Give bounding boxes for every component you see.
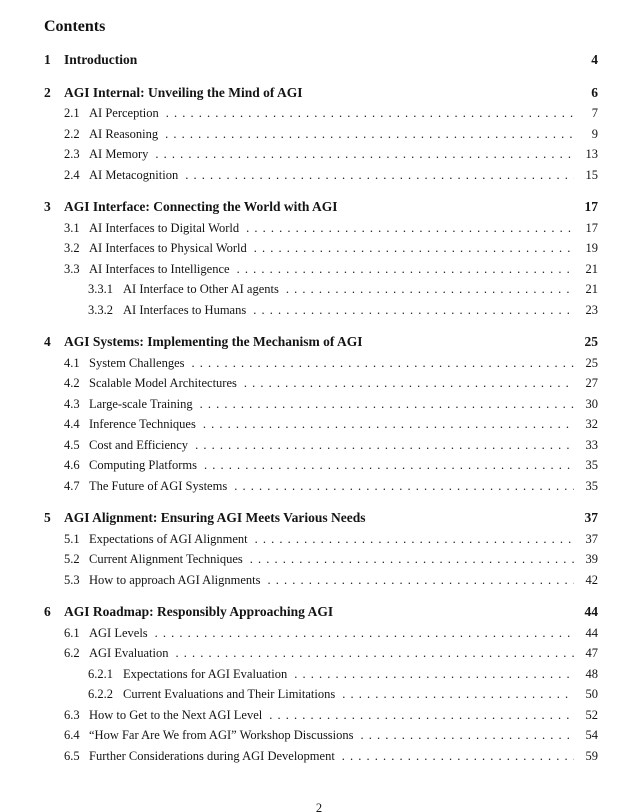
subsection-title: Further Considerations during AGI Development — [89, 748, 335, 763]
page-ref: 59 — [585, 748, 598, 763]
dot-leader — [200, 394, 574, 415]
page-ref: 44 — [585, 625, 598, 640]
subsection-title: Current Evaluations and Their Limitations — [123, 687, 336, 701]
toc — [44, 50, 598, 766]
dot-leader — [237, 259, 574, 280]
subsection-title: Expectations of AGI Alignment — [89, 531, 248, 546]
dot-leader — [286, 279, 574, 300]
dot-leader — [176, 643, 575, 664]
section-number: 1 — [44, 52, 51, 67]
subsection-number: 6.2.2 — [88, 687, 113, 701]
subsection-number: 4.3 — [64, 396, 80, 411]
subsection-title: Inference Techniques — [89, 417, 196, 431]
toc-entry[interactable] — [44, 353, 598, 374]
dot-leader — [294, 664, 574, 685]
dot-leader — [155, 144, 574, 165]
dot-leader — [253, 300, 574, 321]
subsection-number: 4.6 — [64, 458, 80, 472]
subsection-title: Computing Platforms — [89, 458, 197, 472]
section-title: AGI Internal: Unveiling the Mind of AGI — [64, 84, 303, 100]
dot-leader — [191, 353, 574, 374]
page-ref: 7 — [591, 106, 598, 120]
page-ref: 54 — [585, 728, 598, 742]
subsection-number: 6.1 — [64, 625, 80, 640]
subsection-title: System Challenges — [89, 355, 185, 370]
toc-entry[interactable] — [44, 279, 598, 300]
subsection-title: Cost and Efficiency — [89, 437, 189, 452]
dot-leader — [155, 623, 574, 644]
toc-entry[interactable] — [44, 602, 598, 623]
toc-entry[interactable] — [44, 455, 598, 476]
dot-leader — [250, 549, 574, 570]
page-ref: 17 — [585, 220, 598, 235]
page-ref: 13 — [585, 147, 598, 161]
subsection-number: 4.5 — [64, 437, 80, 452]
toc-section-group — [44, 197, 598, 320]
subsection-number: 3.2 — [64, 241, 80, 255]
toc-entry[interactable] — [44, 508, 598, 529]
section-number: 6 — [44, 604, 51, 619]
subsection-title: AI Reasoning — [89, 126, 159, 141]
subsection-title: Current Alignment Techniques — [89, 552, 243, 566]
subsection-title: AI Interface to Other AI agents — [123, 282, 279, 296]
subsection-title: “How Far Are We from AGI” Workshop Discussions — [89, 728, 354, 742]
subsection-title: How to approach AGI Alignments — [89, 572, 261, 587]
contents-heading: Contents — [44, 18, 106, 35]
toc-entry[interactable] — [44, 394, 598, 415]
page-ref: 21 — [585, 261, 598, 276]
dot-leader — [269, 705, 574, 726]
subsection-title: AI Interfaces to Humans — [123, 302, 247, 317]
toc-entry[interactable] — [44, 259, 598, 280]
subsection-title: AI Interfaces to Physical World — [89, 241, 247, 255]
toc-entry[interactable] — [44, 218, 598, 239]
subsection-title: Expectations for AGI Evaluation — [123, 666, 288, 681]
subsection-number: 3.3.1 — [88, 282, 113, 296]
toc-entry[interactable] — [44, 165, 598, 186]
page-ref: 25 — [585, 355, 598, 370]
toc-entry[interactable] — [44, 414, 598, 435]
page-ref: 37 — [584, 510, 598, 525]
dot-leader — [166, 103, 574, 124]
dot-leader — [185, 165, 574, 186]
dot-leader — [244, 373, 574, 394]
subsection-number: 3.3 — [64, 261, 80, 276]
page-ref: 35 — [585, 478, 598, 493]
subsection-number: 4.7 — [64, 478, 80, 493]
subsection-title: Large-scale Training — [89, 396, 193, 411]
page-ref: 32 — [585, 417, 598, 431]
dot-leader — [254, 238, 574, 259]
subsection-number: 4.4 — [64, 417, 80, 431]
subsection-number: 5.3 — [64, 572, 80, 587]
dot-leader — [203, 414, 574, 435]
subsection-number: 5.1 — [64, 531, 80, 546]
subsection-title: Scalable Model Architectures — [89, 376, 237, 390]
subsection-title: AI Metacognition — [89, 167, 179, 182]
subsection-number: 6.5 — [64, 748, 80, 763]
dot-leader — [234, 476, 574, 497]
subsection-number: 5.2 — [64, 552, 80, 566]
dot-leader — [246, 218, 574, 239]
subsection-title: The Future of AGI Systems — [89, 478, 228, 493]
toc-section-group — [44, 508, 598, 590]
subsection-number: 6.4 — [64, 728, 80, 742]
toc-entry[interactable] — [44, 664, 598, 685]
toc-entry[interactable] — [44, 705, 598, 726]
toc-entry[interactable] — [44, 643, 598, 664]
page-ref: 37 — [585, 531, 598, 546]
toc-entry[interactable] — [44, 300, 598, 321]
toc-entry[interactable] — [44, 746, 598, 767]
toc-entry[interactable] — [44, 623, 598, 644]
dot-leader — [195, 435, 574, 456]
page-ref: 35 — [585, 458, 598, 472]
dot-leader — [204, 455, 574, 476]
toc-entry[interactable] — [44, 476, 598, 497]
section-number: 2 — [44, 84, 51, 100]
page-ref: 9 — [591, 126, 598, 141]
page-ref: 33 — [585, 437, 598, 452]
subsection-number: 4.2 — [64, 376, 80, 390]
page-ref: 17 — [584, 199, 598, 214]
toc-entry[interactable] — [44, 103, 598, 124]
page-ref: 23 — [585, 302, 598, 317]
dot-leader — [342, 684, 574, 705]
toc-entry[interactable] — [44, 725, 598, 746]
subsection-title: AI Memory — [89, 147, 149, 161]
toc-entry[interactable] — [44, 435, 598, 456]
page-ref: 44 — [584, 604, 598, 619]
toc-entry[interactable] — [44, 570, 598, 591]
toc-entry[interactable] — [44, 83, 598, 104]
toc-section-group — [44, 602, 598, 766]
subsection-number: 6.2 — [64, 646, 80, 660]
page-ref: 15 — [585, 167, 598, 182]
toc-entry[interactable] — [44, 684, 598, 705]
dot-leader — [165, 124, 574, 145]
page-ref: 21 — [585, 282, 598, 296]
subsection-number: 2.3 — [64, 147, 80, 161]
dot-leader — [361, 725, 574, 746]
toc-section-group — [44, 50, 598, 71]
toc-entry[interactable] — [44, 373, 598, 394]
page-ref: 52 — [585, 707, 598, 722]
toc-entry[interactable] — [44, 124, 598, 145]
section-title: Introduction — [64, 52, 138, 67]
page-ref: 25 — [584, 334, 598, 349]
toc-section-group — [44, 332, 598, 496]
page-ref: 19 — [585, 241, 598, 255]
dot-leader — [342, 746, 574, 767]
toc-entry[interactable] — [44, 549, 598, 570]
dot-leader — [255, 529, 574, 550]
subsection-title: AI Interfaces to Digital World — [89, 220, 240, 235]
section-number: 3 — [44, 199, 51, 214]
page-ref: 48 — [585, 666, 598, 681]
page-ref: 42 — [585, 572, 598, 587]
subsection-number: 3.1 — [64, 220, 80, 235]
toc-entry[interactable] — [44, 197, 598, 218]
footer-page-number: 2 — [315, 801, 323, 812]
page-ref: 50 — [585, 687, 598, 701]
subsection-number: 6.2.1 — [88, 666, 113, 681]
subsection-number: 3.3.2 — [88, 302, 113, 317]
subsection-number: 6.3 — [64, 707, 80, 722]
page-ref: 4 — [591, 52, 598, 67]
toc-entry[interactable] — [44, 238, 598, 259]
subsection-title: AI Interfaces to Intelligence — [89, 261, 230, 276]
dot-leader — [268, 570, 574, 591]
section-title: AGI Roadmap: Responsibly Approaching AGI — [64, 604, 334, 619]
section-title: AGI Interface: Connecting the World with AGI — [64, 199, 338, 214]
page-ref: 47 — [585, 646, 598, 660]
subsection-title: AGI Evaluation — [89, 646, 169, 660]
subsection-number: 2.2 — [64, 126, 80, 141]
toc-entry[interactable] — [44, 332, 598, 353]
subsection-number: 2.1 — [64, 106, 80, 120]
subsection-title: How to Get to the Next AGI Level — [89, 707, 263, 722]
toc-entry[interactable] — [44, 529, 598, 550]
section-number: 5 — [44, 510, 51, 525]
toc-entry[interactable] — [44, 144, 598, 165]
page-ref: 39 — [585, 552, 598, 566]
page-ref: 30 — [585, 396, 598, 411]
section-title: AGI Systems: Implementing the Mechanism of AGI — [64, 334, 363, 349]
page-ref: 6 — [591, 84, 598, 100]
page-ref: 27 — [585, 376, 598, 390]
subsection-title: AI Perception — [89, 106, 159, 120]
toc-entry[interactable] — [44, 50, 598, 71]
subsection-number: 2.4 — [64, 167, 80, 182]
subsection-number: 4.1 — [64, 355, 80, 370]
section-number: 4 — [44, 334, 51, 349]
section-title: AGI Alignment: Ensuring AGI Meets Various Needs — [64, 510, 366, 525]
subsection-title: AGI Levels — [89, 625, 148, 640]
toc-section-group — [44, 83, 598, 186]
